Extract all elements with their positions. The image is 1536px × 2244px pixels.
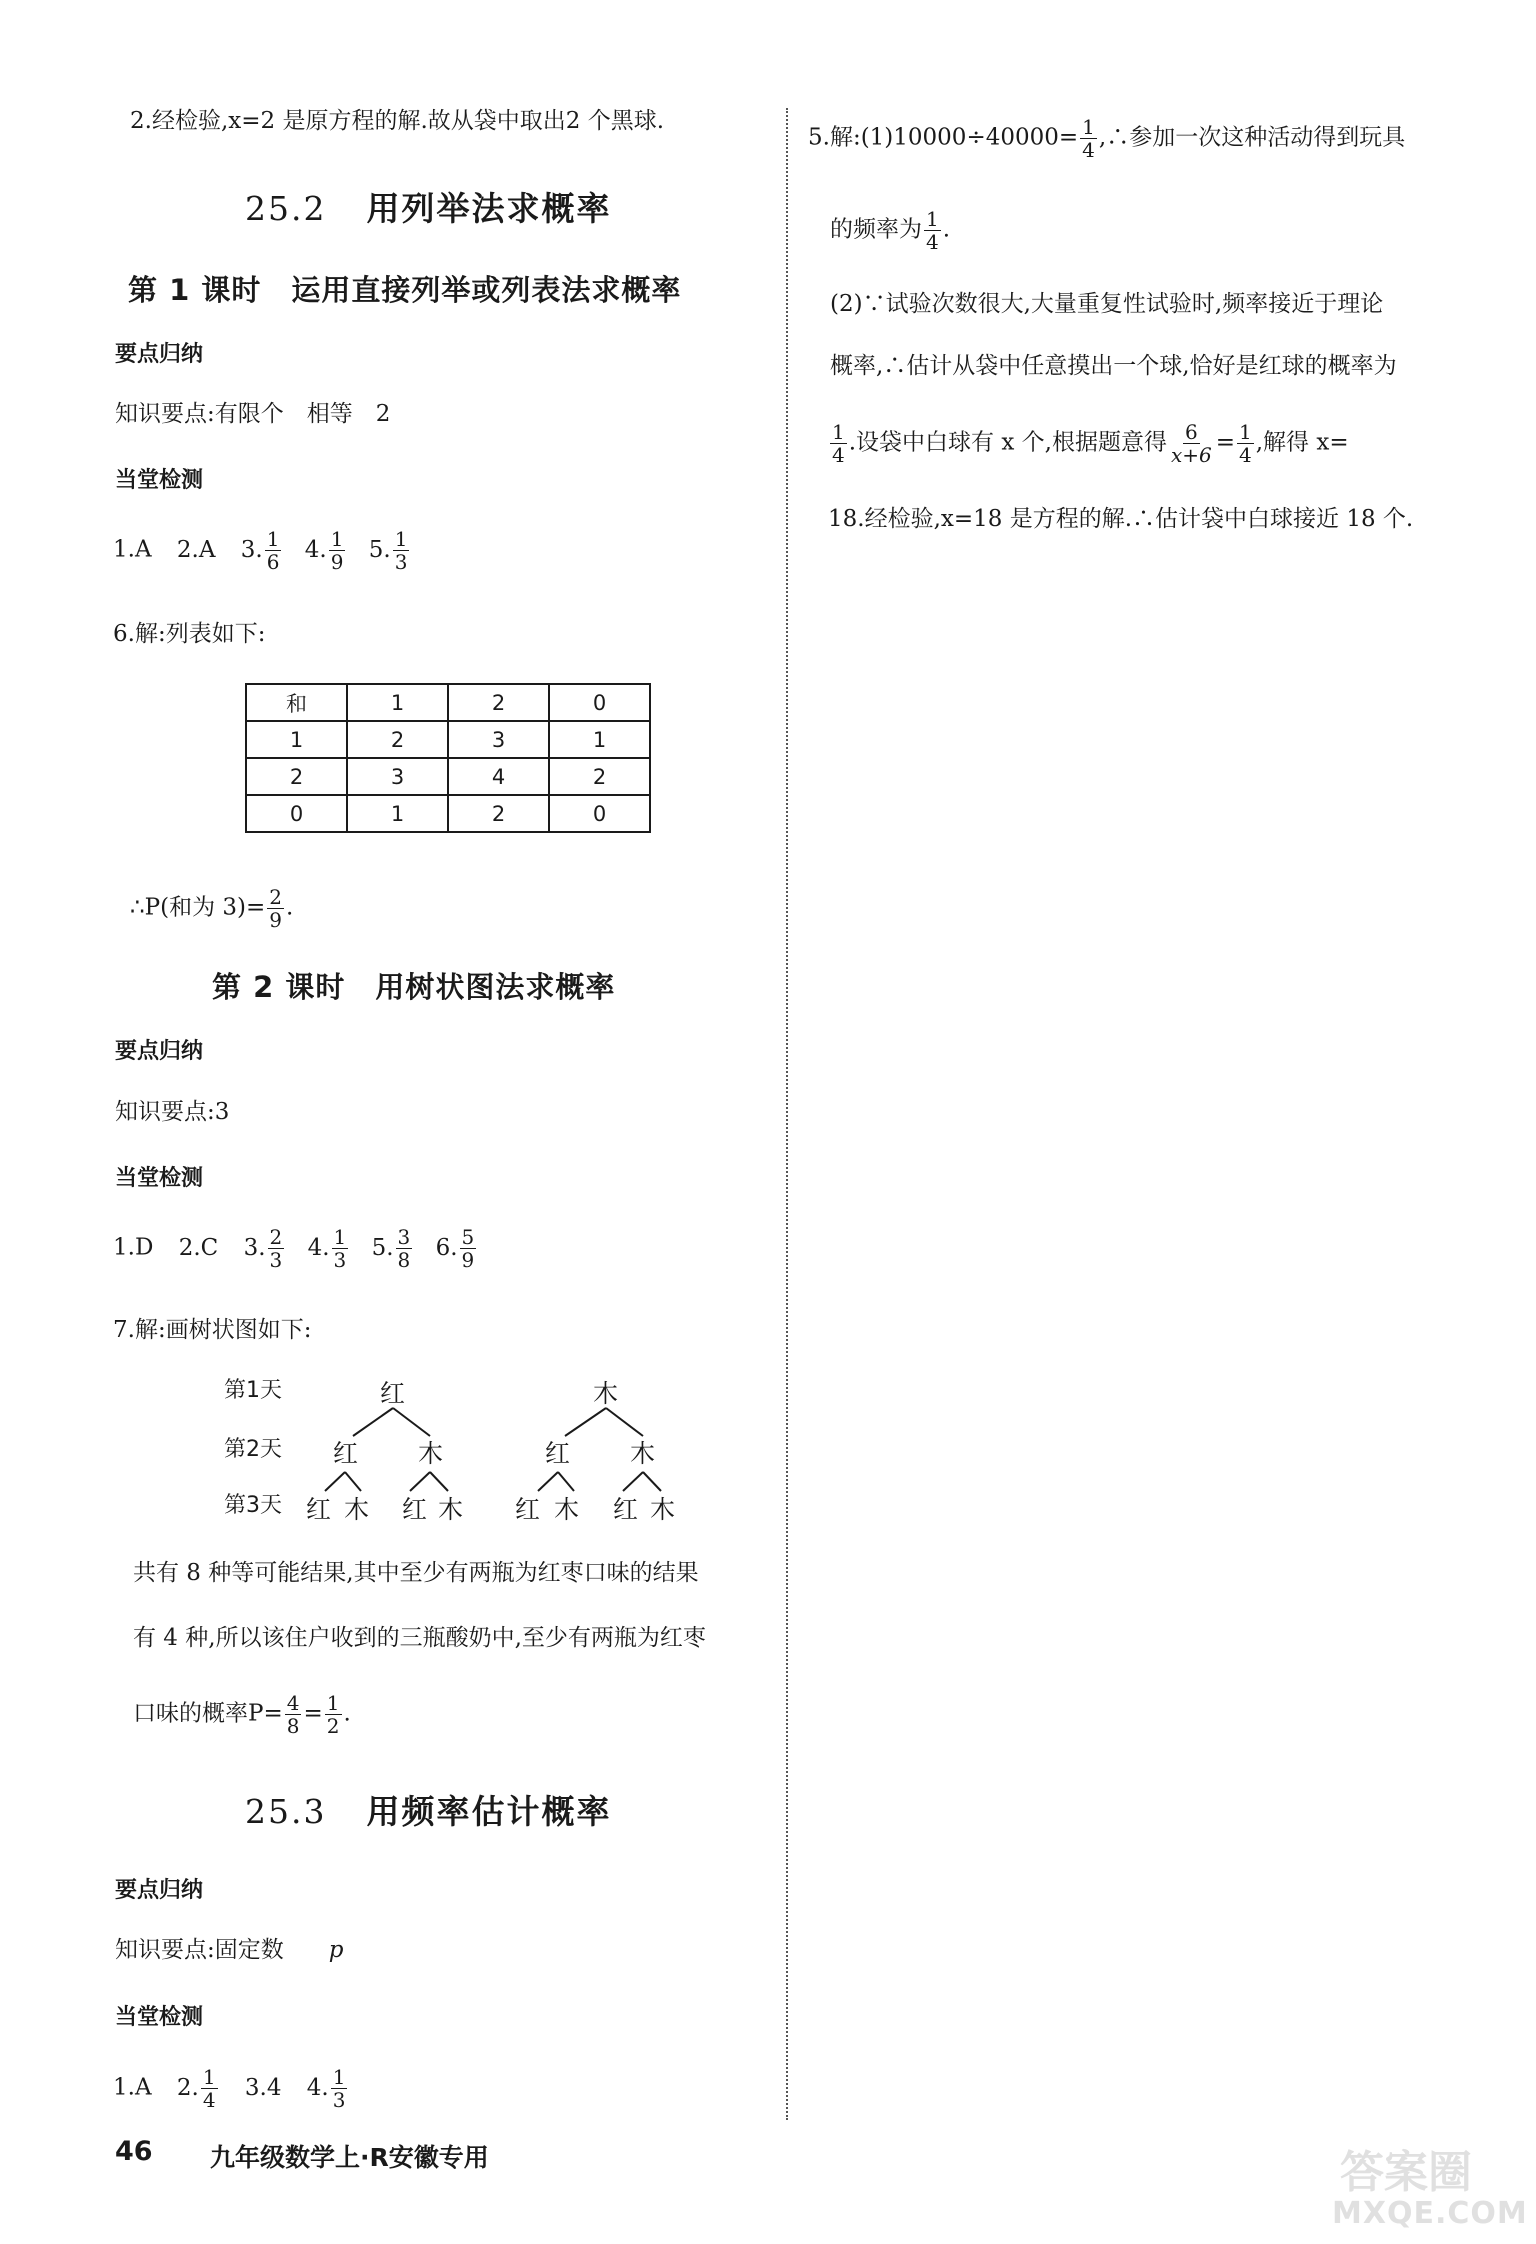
section-number: 25.2	[245, 189, 327, 228]
table-cell: 1	[549, 721, 650, 758]
q5-line-5	[828, 421, 1349, 466]
answer-5-label: 5.	[368, 536, 391, 563]
watermark-logo: 答案圈	[1340, 2147, 1472, 2198]
q5-fraction: $\frac{1}{4}$	[1082, 115, 1095, 162]
answer-1: 1.A	[113, 2074, 152, 2101]
branch-line	[345, 1472, 361, 1491]
tree-node-wood: 木	[438, 1495, 464, 1524]
tree-node-wood: 木	[630, 1439, 656, 1468]
tree-node-wood: 木	[650, 1495, 676, 1524]
q5-solve-suffix: ,解得 x=	[1255, 429, 1349, 456]
table-cell: 4	[448, 758, 549, 795]
table-cell: 3	[448, 721, 549, 758]
q7-prob-prefix: 口味的概率P=	[133, 1700, 283, 1727]
answer-4-fraction: $\frac{1}{3}$	[333, 1225, 347, 1272]
answer-3-fraction: $\frac{2}{3}$	[269, 1225, 283, 1272]
branch-line	[565, 1408, 606, 1436]
q5-freq-prefix: 的频率为	[830, 216, 922, 243]
q5-equation-setup: .设袋中白球有 x 个,根据题意得	[848, 429, 1167, 456]
branch-line	[643, 1472, 661, 1491]
answer-5-fraction: $\frac{1}{3}$	[394, 527, 408, 574]
tree-node-red: 红	[333, 1439, 359, 1468]
q5-equals: =	[1215, 429, 1235, 456]
q7-equals: =	[303, 1700, 323, 1727]
q6-result-prefix: ∴P(和为 3)=	[130, 894, 266, 921]
answer-5-label: 5.	[371, 1234, 394, 1261]
q7-explanation-line-1: 共有 8 种等可能结果,其中至少有两瓶为红枣口味的结果	[133, 1560, 699, 1586]
table-cell: 2	[347, 721, 448, 758]
tree-node-red: 红	[380, 1379, 406, 1408]
answer-2: 2.C	[178, 1234, 219, 1261]
answer-4-fraction: $\frac{1}{9}$	[330, 527, 344, 574]
q5-line-6: 18.经检验,x=18 是方程的解.∴估计袋中白球接近 18 个.	[828, 506, 1414, 532]
lesson-1-heading: 第 1 课时 运用直接列举或列表法求概率	[128, 273, 682, 307]
day-3-label: 第3天	[224, 1493, 282, 1518]
key-points-heading: 要点归纳	[115, 342, 204, 367]
q7-prob-fraction-1: $\frac{4}{8}$	[286, 1691, 300, 1738]
answer-2-fraction: $\frac{1}{4}$	[202, 2065, 216, 2112]
tree-node-red: 红	[515, 1495, 541, 1524]
q5-line-4: 概率,∴估计从袋中任意摸出一个球,恰好是红球的概率为	[830, 353, 1397, 379]
page-number: 46	[115, 2136, 153, 2167]
tree-node-wood: 木	[554, 1495, 580, 1524]
answer-5-fraction: $\frac{3}{8}$	[397, 1225, 411, 1272]
branch-line	[410, 1472, 430, 1491]
q7-prob-suffix: .	[343, 1700, 351, 1727]
lesson-2-heading: 第 2 课时 用树状图法求概率	[212, 970, 616, 1004]
tree-node-red: 红	[402, 1495, 428, 1524]
book-title: 九年级数学上·R安徽专用	[210, 2143, 489, 2172]
branch-line	[623, 1472, 643, 1491]
q5-part1-prefix: 5.解:(1)10000÷40000=	[808, 124, 1079, 151]
table-cell: 和	[246, 684, 347, 721]
lesson-2-knowledge: 知识要点:3	[115, 1099, 230, 1125]
answer-6-fraction: $\frac{5}{9}$	[461, 1225, 475, 1272]
section-25-3-heading	[245, 1786, 611, 1833]
lesson-1-knowledge: 知识要点:有限个 相等 2	[115, 401, 391, 427]
answer-3: 3.4	[244, 2074, 282, 2101]
tree-node-wood: 木	[418, 1439, 444, 1468]
check-heading: 当堂检测	[115, 1166, 204, 1191]
branch-line	[325, 1472, 345, 1491]
q5-line-3: (2)∵试验次数很大,大量重复性试验时,频率接近于理论	[830, 291, 1384, 317]
section-25-3-answers	[113, 2066, 349, 2111]
q5-part1-suffix: ,∴参加一次这种活动得到玩具	[1098, 124, 1406, 151]
table-cell: 2	[246, 758, 347, 795]
table-cell: 2	[549, 758, 650, 795]
column-divider	[786, 108, 788, 2120]
section-25-3-knowledge	[115, 1933, 343, 1967]
q5-equation-fraction-1: $\frac{6}{x+6}$	[1170, 420, 1212, 467]
check-heading: 当堂检测	[115, 2005, 204, 2030]
q5-freq-fraction: $\frac{1}{4}$	[926, 207, 939, 254]
tree-branches	[0, 0, 786, 1560]
q5-line-2	[830, 208, 950, 253]
tree-node-red: 红	[545, 1439, 571, 1468]
branch-line	[606, 1408, 643, 1436]
day-1-label: 第1天	[224, 1378, 282, 1403]
section-number: 25.3	[245, 1792, 327, 1831]
answer-3-fraction: $\frac{1}{6}$	[266, 527, 280, 574]
section-title: 用频率估计概率	[366, 1792, 612, 1831]
table-cell: 0	[246, 795, 347, 832]
q5-line-1	[808, 116, 1405, 161]
tree-node-red: 红	[613, 1495, 639, 1524]
table-cell: 1	[347, 795, 448, 832]
table-cell: 2	[448, 795, 549, 832]
q7-explanation-line-3	[133, 1692, 351, 1737]
answer-2: 2.A	[176, 536, 216, 563]
section-title: 用列举法求概率	[366, 189, 612, 228]
q5-freq-suffix: .	[942, 216, 951, 243]
branch-line	[558, 1472, 574, 1491]
answer-2-label: 2.	[176, 2074, 199, 2101]
check-heading: 当堂检测	[115, 468, 204, 493]
answer-4-label: 4.	[304, 536, 327, 563]
answer-6-label: 6.	[435, 1234, 458, 1261]
q7-prob-fraction-2: $\frac{1}{2}$	[326, 1691, 340, 1738]
answer-4-label: 4.	[306, 2074, 329, 2101]
q7-intro: 7.解:画树状图如下:	[113, 1317, 312, 1343]
answer-4-fraction: $\frac{1}{3}$	[332, 2065, 346, 2112]
table-cell: 2	[448, 684, 549, 721]
answer-4-label: 4.	[307, 1234, 330, 1261]
knowledge-variable: p	[328, 1937, 344, 1963]
watermark-url: MXQE.COM	[1332, 2196, 1528, 2231]
table-cell: 0	[549, 795, 650, 832]
q2-answer-line: 2.经检验,x=2 是原方程的解.故从袋中取出2 个黑球.	[130, 108, 665, 134]
branch-line	[393, 1408, 430, 1436]
key-points-heading: 要点归纳	[115, 1039, 204, 1064]
answer-3-label: 3.	[243, 1234, 266, 1261]
branch-line	[430, 1472, 448, 1491]
q6-result-suffix: .	[286, 894, 294, 921]
table-cell: 1	[347, 684, 448, 721]
q6-intro: 6.解:列表如下:	[113, 621, 266, 647]
day-2-label: 第2天	[224, 1437, 282, 1462]
table-cell: 1	[246, 721, 347, 758]
answer-1: 1.D	[113, 1234, 154, 1261]
answer-3-label: 3.	[240, 536, 263, 563]
tree-node-wood: 木	[344, 1495, 370, 1524]
q6-result-fraction: $\frac{2}{9}$	[269, 885, 283, 932]
table-cell: 0	[549, 684, 650, 721]
answer-1: 1.A	[113, 536, 152, 563]
q5-equation-fraction-2: $\frac{1}{4}$	[1239, 420, 1252, 467]
tree-node-red: 红	[306, 1495, 332, 1524]
table-cell: 3	[347, 758, 448, 795]
branch-line	[353, 1408, 393, 1436]
q5-prob-fraction: $\frac{1}{4}$	[832, 420, 845, 467]
key-points-heading: 要点归纳	[115, 1878, 204, 1903]
tree-node-wood: 木	[593, 1379, 619, 1408]
q7-explanation-line-2: 有 4 种,所以该住户收到的三瓶酸奶中,至少有两瓶为红枣	[133, 1625, 706, 1651]
knowledge-text: 知识要点:固定数	[115, 1937, 307, 1963]
branch-line	[538, 1472, 558, 1491]
